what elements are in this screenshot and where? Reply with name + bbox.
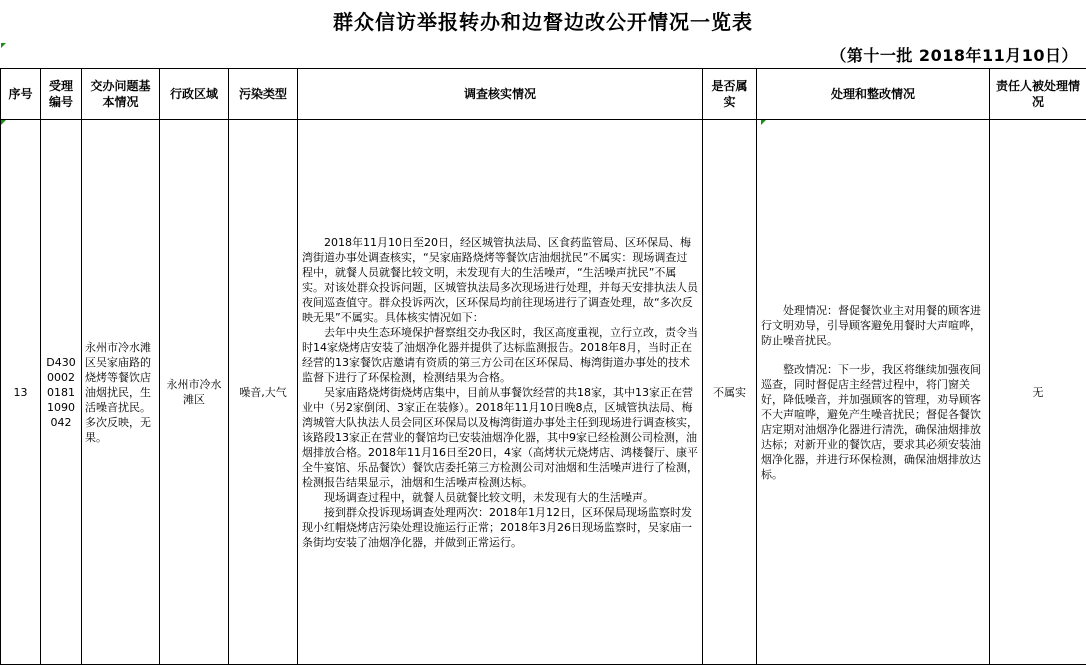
page-title: 群众信访举报转办和边督边改公开情况一览表 [0, 0, 1086, 40]
header-investigation[interactable]: 调查核实情况 [298, 69, 703, 120]
investigation-paragraph: 现场调查过程中，就餐人员就餐比较文明，未发现有大的生活噪声。 [302, 490, 698, 505]
header-region[interactable]: 行政区域 [160, 69, 229, 120]
investigation-paragraph: 去年中央生态环境保护督察组交办我区时，我区高度重视，立行立改，责令当时14家烧烤店安装了油烟净化器并提供了达标监测报告。2018年8月，当时正在经营的13家餐饮店邀请有资质的第三方公司在区环保局、梅湾街道办事处的技术监督下进行了环保检测，检测结果为合格。 [302, 325, 698, 385]
investigation-paragraph: 吴家庙路烧烤街烧烤店集中，目前从事餐饮经营的共18家，其中13家正在营业中（另2家倒闭、3家正在装修）。2018年11月10日晚8点，区城管执法局、梅湾城管大队执法人员会同区环保局以及梅湾街道办事处主任到现场进行调查核实，该路段13家正在营业的餐馆均已安装油烟净化器，其中9家已经检测公司检测，油烟排放合格。2018年11月16日至20日，4家（高烤状元烧烤店、鸿楼餐厅、康平全牛宴馆、乐品餐饮）餐饮店委托第三方检测公司对油烟和生活噪声进行了检测，检测报告结果显示，油烟和生活噪声检测达标。 [302, 385, 698, 490]
batch-subtitle: （第十一批 2018年11月10日） [830, 42, 1078, 66]
investigation-paragraph: 接到群众投诉现场调查处理两次：2018年1月12日，区环保局现场监察时发现小红帽烧烤店污染处理设施运行正常；2018年3月26日现场监察时，吴家庙一条街均安装了油烟净化器，并做到正常运行。 [302, 505, 698, 550]
comment-marker-icon [1, 120, 6, 125]
handling-paragraph: 处理情况：督促餐饮业主对用餐的顾客进行文明劝导，引导顾客避免用餐时大声喧哗，防止噪音扰民。 [761, 303, 985, 348]
header-verified[interactable]: 是否属实 [703, 69, 757, 120]
cell-pollution[interactable]: 噪音,大气 [229, 120, 298, 665]
rectification-paragraph: 整改情况：下一步，我区将继续加强夜间巡查，同时督促店主经营过程中，将门窗关好，降低噪音，并加强顾客的管理，劝导顾客不大声喧哗，避免产生噪音扰民；督促各餐饮店定期对油烟净化器进行清洗，确保油烟排放达标；对新开业的餐饮店，要求其必须安装油烟净化器，并进行环保检测，确保油烟排放达标。 [761, 362, 985, 482]
header-issue[interactable]: 交办问题基本情况 [82, 69, 160, 120]
cell-accept-no[interactable]: D430000201811090042 [41, 120, 82, 665]
complaint-table [0, 68, 1086, 665]
header-responsible[interactable]: 责任人被处理情况 [990, 69, 1086, 120]
investigation-paragraph: 2018年11月10日至20日，经区城管执法局、区食药监管局、区环保局、梅湾街道办事处调查核实，“吴家庙路烧烤等餐饮店油烟扰民”不属实：现场调查过程中，就餐人员就餐比较文明，未发现有大的生活噪声，“生活噪声扰民”不属实。对该处群众投诉问题，区城管执法局多次现场进行处理，并每天安排执法人员夜间巡查值守。群众投诉两次，区环保局均前往现场进行了调查处理，故“多次反映无果”不属实。具体核实情况如下： [302, 235, 698, 325]
cell-region[interactable]: 永州市冷水滩区 [160, 120, 229, 665]
comment-marker-icon [761, 120, 766, 125]
cell-seq[interactable]: 13 [1, 120, 41, 665]
header-row [1, 69, 1086, 120]
header-pollution[interactable]: 污染类型 [229, 69, 298, 120]
cell-issue[interactable]: 永州市冷水滩区吴家庙路的烧烤等餐饮店油烟扰民，生活噪音扰民。多次反映，无果。 [82, 120, 160, 665]
table-row [1, 120, 1086, 665]
cell-handling[interactable] [757, 120, 990, 665]
header-seq[interactable]: 序号 [1, 69, 41, 120]
comment-marker-icon [1, 43, 6, 48]
header-handling[interactable]: 处理和整改情况 [757, 69, 990, 120]
cell-responsible[interactable]: 无 [990, 120, 1086, 665]
header-accept-no[interactable]: 受理编号 [41, 69, 82, 120]
cell-verified[interactable]: 不属实 [703, 120, 757, 665]
cell-investigation[interactable] [298, 120, 703, 665]
